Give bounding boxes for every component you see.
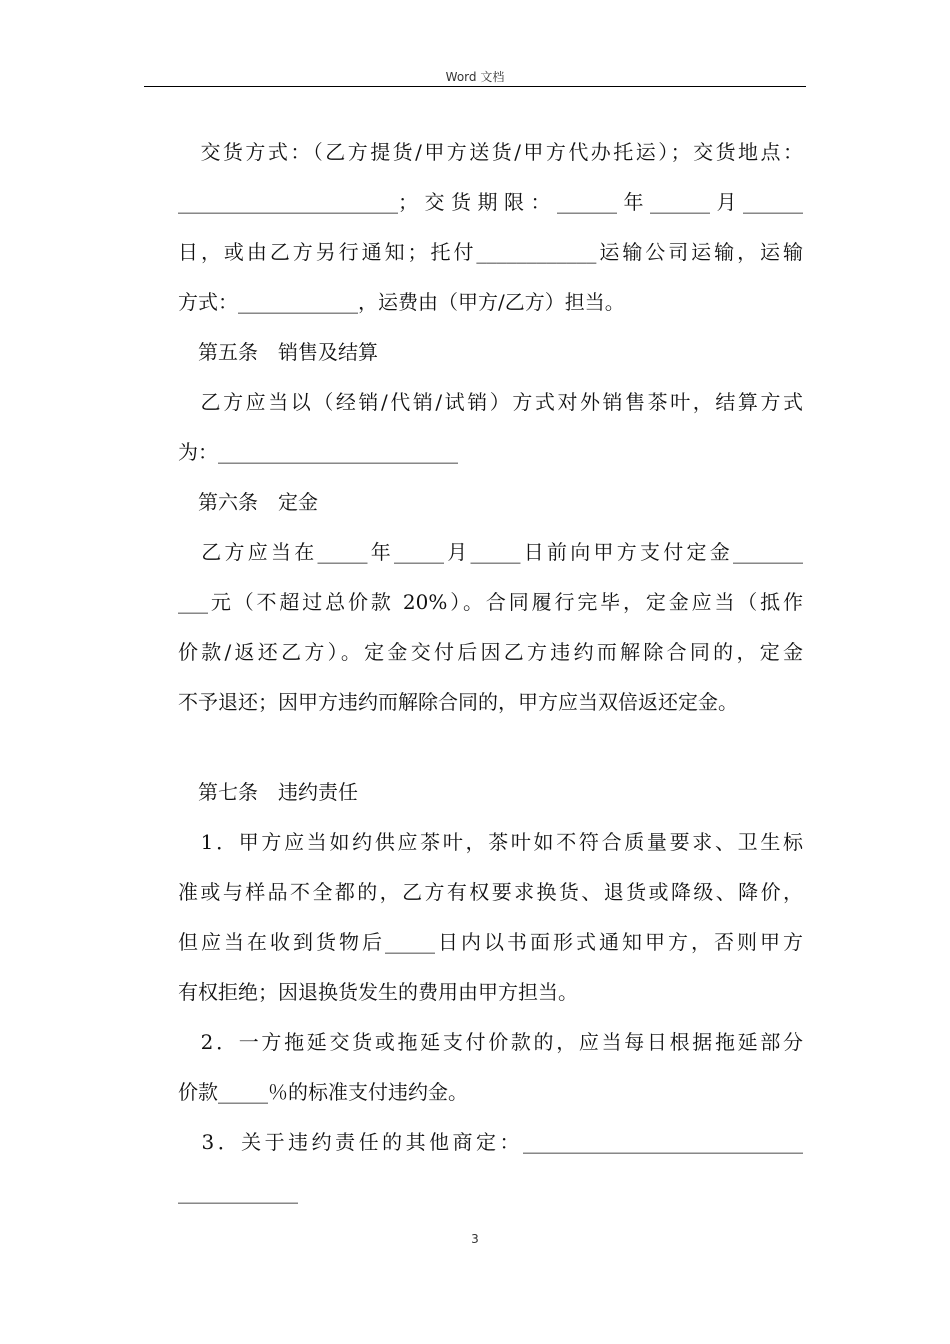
text-line: 日，或由乙方另行通知；托付____________运输公司运输，运输 (178, 240, 803, 264)
text-line: 不予退还；因甲方违约而解除合同的，甲方应当双倍返还定金。 (178, 690, 738, 714)
text-line: 为：________________________ (178, 440, 458, 464)
text-line: 有权拒绝；因退换货发生的费用由甲方担当。 (178, 980, 578, 1004)
text-line: 乙方应当在_____年_____月_____日前向甲方支付定金_______ (178, 540, 803, 564)
text-line: ____________ (178, 1180, 298, 1204)
text-line: 3．关于违约责任的其他商定：____________________________ (178, 1130, 803, 1154)
text-line: ___元（不超过总价款 20%）。合同履行完毕，定金应当（抵作 (178, 590, 803, 614)
text-line: 2．一方拖延交货或拖延支付价款的，应当每日根据拖延部分 (178, 1030, 803, 1054)
page-header: Word 文档 (445, 70, 505, 84)
header-divider (144, 86, 806, 87)
document-body (178, 127, 803, 1217)
section-heading: 第六条 定金 (178, 490, 318, 514)
section-heading: 第七条 违约责任 (178, 780, 358, 804)
text-line: 价款_____％的标准支付违约金。 (178, 1080, 468, 1104)
text-line: 但应当在收到货物后_____日内以书面形式通知甲方，否则甲方 (178, 930, 803, 954)
text-line: ______________________；交货期限：______年______月______ (178, 190, 803, 214)
text-line: 价款/返还乙方）。定金交付后因乙方违约而解除合同的，定金 (178, 640, 803, 664)
paragraph-gap (178, 727, 803, 767)
text-line: 1．甲方应当如约供应茶叶，茶叶如不符合质量要求、卫生标 (178, 830, 803, 854)
text-line: 交货方式：（乙方提货/甲方送货/甲方代办托运）；交货地点： (178, 140, 803, 164)
text-line: 方式：____________，运费由（甲方/乙方）担当。 (178, 290, 625, 314)
text-line: 乙方应当以（经销/代销/试销）方式对外销售茶叶，结算方式 (178, 390, 803, 414)
page-number: 3 (471, 1232, 479, 1246)
text-line: 准或与样品不全都的，乙方有权要求换货、退货或降级、降价， (178, 880, 803, 904)
section-heading: 第五条 销售及结算 (178, 340, 378, 364)
